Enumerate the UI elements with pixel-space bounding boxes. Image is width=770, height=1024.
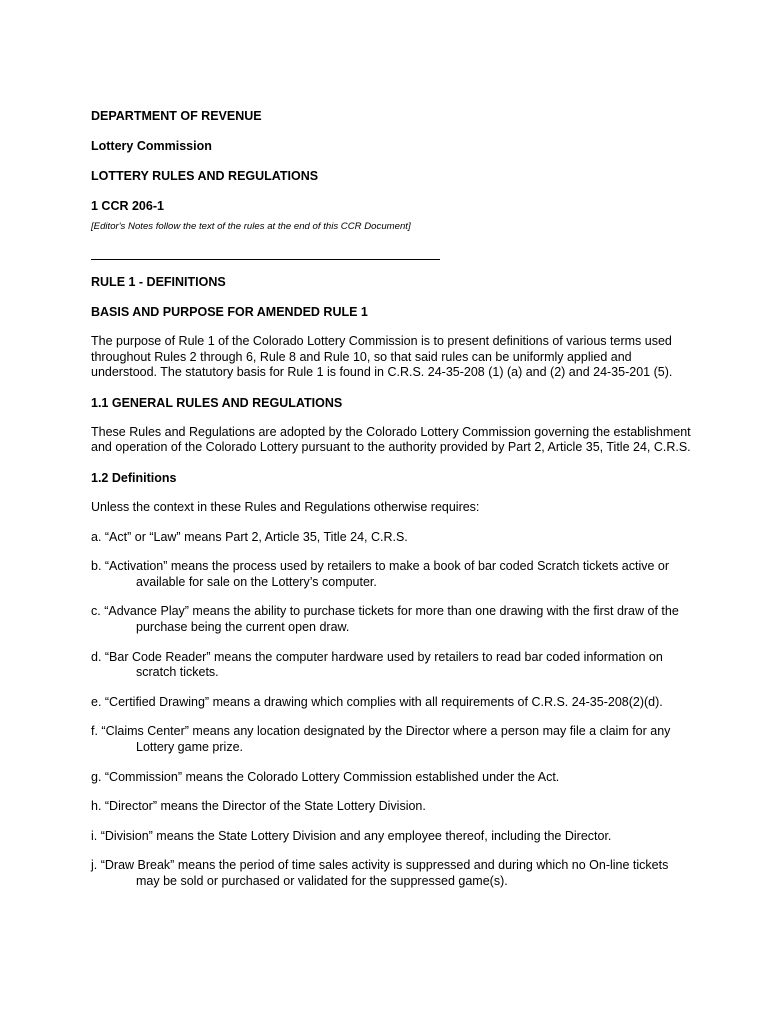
separator-line [91, 259, 440, 260]
definition-item: a. “Act” or “Law” means Part 2, Article 35, Title 24, C.R.S. [91, 529, 408, 544]
definition-item: h. “Director” means the Director of the State Lottery Division. [91, 799, 426, 814]
definition-item: e. “Certified Drawing” means a drawing which complies with all requirements of C.R.S. 24-35-208(2)(d). [91, 694, 663, 709]
section-1-2-intro: Unless the context in these Rules and Regulations otherwise requires: [91, 499, 480, 514]
department-heading: DEPARTMENT OF REVENUE [91, 109, 262, 123]
definition-item: f. “Claims Center” means any location designated by the Director where a person may file a claim for any Lottery game prize. [91, 724, 671, 754]
section-1-1-heading: 1.1 GENERAL RULES AND REGULATIONS [91, 395, 343, 410]
definition-item: i. “Division” means the State Lottery Division and any employee thereof, including the Director. [91, 828, 612, 843]
rule-1-heading: RULE 1 - DEFINITIONS [91, 275, 226, 289]
document-page [91, 108, 691, 889]
definition-item: j. “Draw Break” means the period of time sales activity is suppressed and during which no On-line tickets may be sold or purchased or validated for the suppressed game(s). [91, 858, 669, 888]
definition-item: d. “Bar Code Reader” means the computer hardware used by retailers to read bar coded information on scratch tickets. [91, 649, 663, 680]
basis-paragraph: The purpose of Rule 1 of the Colorado Lottery Commission is to present definitions of various terms used throughout Rules 2 through 6, Rule 8 and Rule 10, so that said rules can be uniformly applied and understood. The statutory basis for Rule 1 is found in C.R.S. 24-35-208 (1) (a) and (2) and 24-35-201 (5). [91, 334, 673, 380]
section-1-1-paragraph: These Rules and Regulations are adopted by the Colorado Lottery Commission governing the establishment and operation of the Colorado Lottery pursuant to the authority provided by Part 2, Article 35, Title 24, C.R.S. [91, 424, 691, 455]
basis-heading: BASIS AND PURPOSE FOR AMENDED RULE 1 [91, 305, 368, 319]
definition-item: c. “Advance Play” means the ability to purchase tickets for more than one drawing with the first draw of the purchase being the current open draw. [91, 604, 679, 634]
section-1-2-heading: 1.2 Definitions [91, 470, 177, 485]
commission-heading: Lottery Commission [91, 139, 212, 153]
ccr-number: 1 CCR 206-1 [91, 199, 164, 213]
definition-item: g. “Commission” means the Colorado Lottery Commission established under the Act. [91, 769, 560, 784]
definition-item: b. “Activation” means the process used by retailers to make a book of bar coded Scratch tickets active or available for sale on the Lottery’s computer. [91, 559, 670, 589]
document-title: LOTTERY RULES AND REGULATIONS [91, 169, 319, 183]
editors-note: [Editor's Notes follow the text of the rules at the end of this CCR Document] [91, 221, 411, 232]
